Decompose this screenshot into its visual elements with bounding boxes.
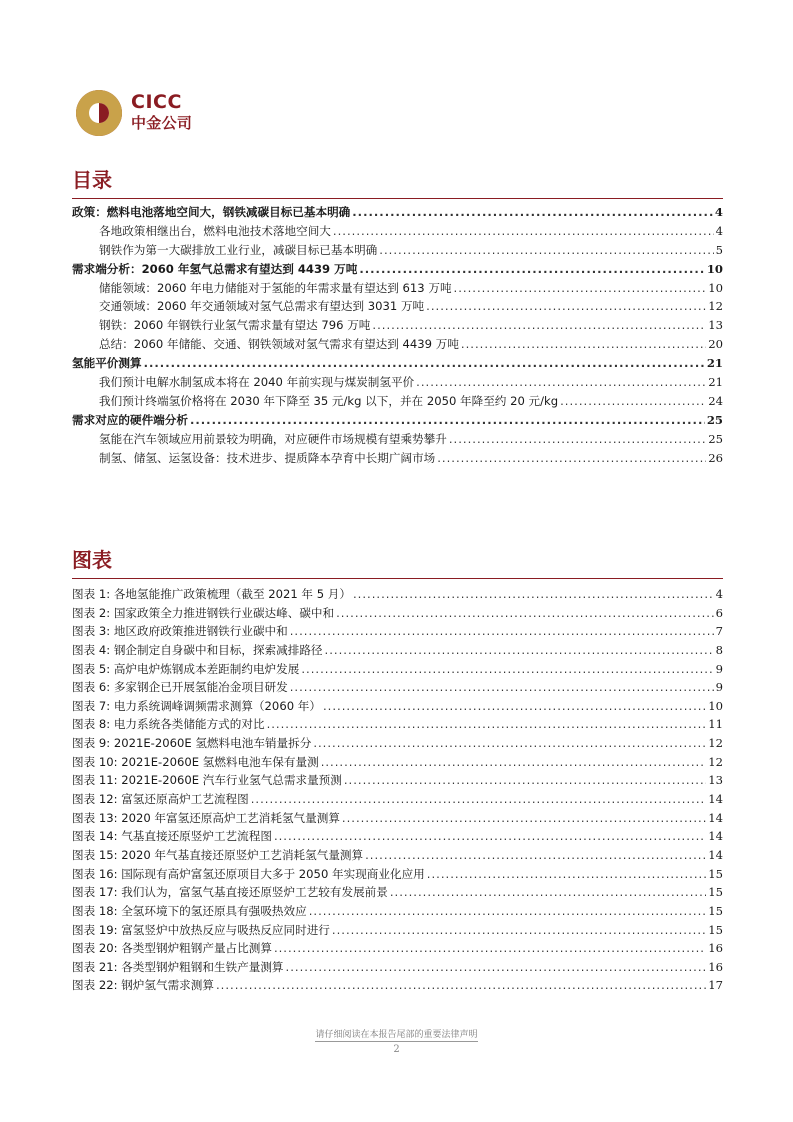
dot-leader — [449, 430, 706, 449]
dot-leader — [426, 297, 706, 316]
dot-leader — [416, 373, 706, 392]
figure-entry[interactable] — [72, 678, 723, 697]
entry-page-number[interactable]: 6 — [715, 605, 723, 620]
toc-entry[interactable] — [72, 297, 723, 316]
entry-label[interactable]: 制氢、储氢、运氢设备：技术进步、提质降本孕育中长期广阔市场 — [99, 450, 436, 465]
entry-label[interactable]: 交通领域：2060 年交通领域对氢气总需求有望达到 3031 万吨 — [99, 299, 425, 314]
dot-leader — [290, 622, 714, 641]
entry-page-number[interactable]: 16 — [708, 941, 723, 956]
dot-leader — [309, 902, 707, 921]
dot-leader — [342, 809, 706, 828]
dot-leader — [274, 939, 706, 958]
entry-page-number[interactable]: 12 — [708, 736, 723, 751]
entry-label[interactable]: 图表 11: 2021E-2060E 汽车行业氢气总需求量预测 — [72, 773, 342, 788]
figure-entry[interactable] — [72, 976, 723, 995]
entry-label[interactable]: 图表 21: 各类型钢炉粗钢和生铁产量测算 — [72, 959, 284, 974]
entry-page-number[interactable]: 14 — [708, 810, 723, 825]
dot-leader — [332, 921, 706, 940]
toc-entry[interactable] — [72, 449, 723, 468]
figure-entry[interactable] — [72, 809, 723, 828]
entry-label[interactable]: 图表 8: 电力系统各类储能方式的对比 — [72, 717, 265, 732]
dot-leader — [461, 335, 706, 354]
entry-page-number[interactable]: 16 — [708, 959, 723, 974]
entry-page-number[interactable]: 17 — [708, 978, 723, 993]
dot-leader — [325, 641, 714, 660]
entry-label[interactable]: 图表 15: 2020 年气基直接还原竖炉工艺消耗氢气量测算 — [72, 847, 364, 862]
entry-page-number[interactable]: 9 — [715, 661, 723, 676]
entry-page-number[interactable]: 4 — [715, 587, 723, 601]
toc-entry[interactable] — [72, 279, 723, 298]
cicc-logo — [74, 88, 224, 140]
entry-page-number[interactable]: 13 — [708, 773, 723, 788]
dot-leader — [190, 411, 705, 430]
toc-entry[interactable] — [72, 392, 723, 411]
entry-label[interactable]: 我们预计终端氢价格将在 2030 年下降至 35 元/kg 以下，并在 2050 年降至约 20 元/kg — [99, 393, 559, 408]
toc-entry[interactable] — [72, 260, 723, 279]
dot-leader — [454, 279, 707, 298]
entry-label[interactable]: 图表 20: 各类型钢炉粗钢产量占比测算 — [72, 941, 272, 956]
toc-entry[interactable] — [72, 373, 723, 392]
dot-leader — [321, 753, 707, 772]
figure-entry[interactable] — [72, 883, 723, 902]
entry-label[interactable]: 需求对应的硬件端分析 — [72, 412, 188, 427]
figure-entry[interactable] — [72, 715, 723, 734]
entry-page-number[interactable]: 21 — [708, 375, 723, 390]
dot-leader — [560, 392, 706, 411]
cicc-logo-mark — [74, 88, 124, 138]
page-number: 2 — [393, 1044, 400, 1055]
dot-leader — [437, 449, 706, 468]
entry-page-number[interactable]: 12 — [708, 754, 723, 769]
entry-label[interactable]: 图表 10: 2021E-2060E 氢燃料电池车保有量测 — [72, 754, 319, 769]
entry-page-number[interactable]: 4 — [714, 205, 723, 219]
entry-label[interactable]: 各地政策相继出台，燃料电池技术落地空间大 — [99, 223, 331, 238]
footer-disclaimer[interactable] — [0, 1027, 793, 1040]
dot-leader — [323, 697, 706, 716]
entry-label[interactable]: 图表 4: 钢企制定自身碳中和目标，探索减排路径 — [72, 642, 323, 657]
dot-leader — [274, 827, 706, 846]
entry-page-number[interactable]: 8 — [715, 642, 723, 657]
dot-leader — [372, 316, 706, 335]
entry-label[interactable]: 钢铁作为第一大碳排放工业行业，减碳目标已基本明确 — [99, 242, 378, 257]
figure-entry[interactable] — [72, 641, 723, 660]
dot-leader — [144, 354, 705, 373]
figure-entry[interactable] — [72, 865, 723, 884]
toc-entry[interactable] — [72, 203, 723, 222]
entry-page-number[interactable]: 15 — [708, 903, 723, 918]
figure-entry[interactable] — [72, 697, 723, 716]
entry-label[interactable]: 图表 13: 2020 年富氢还原高炉工艺消耗氢气量测算 — [72, 810, 340, 825]
dot-leader — [301, 660, 713, 679]
brand-name-en: CICC — [131, 91, 182, 113]
entry-page-number[interactable]: 24 — [708, 393, 723, 408]
dot-leader — [379, 241, 713, 260]
entry-label[interactable]: 钢铁：2060 年钢铁行业氢气需求量有望达 796 万吨 — [99, 318, 371, 333]
figure-entry[interactable] — [72, 604, 723, 623]
entry-page-number[interactable]: 14 — [708, 829, 723, 844]
entry-label[interactable]: 图表 7: 电力系统调峰调频需求测算（2060 年） — [72, 698, 321, 713]
entry-page-number[interactable]: 10 — [706, 261, 723, 276]
entry-page-number[interactable]: 4 — [715, 223, 723, 238]
dot-leader — [290, 678, 714, 697]
figures-list — [72, 585, 723, 995]
figure-entry[interactable] — [72, 939, 723, 958]
entry-page-number[interactable]: 15 — [708, 866, 723, 881]
toc-list — [72, 203, 723, 467]
entry-page-number[interactable]: 15 — [708, 922, 723, 937]
entry-label[interactable]: 图表 1: 各地氢能推广政策梳理（截至 2021 年 5 月） — [72, 587, 351, 601]
dot-leader — [286, 958, 707, 977]
dot-leader — [336, 604, 713, 623]
toc-entry[interactable] — [72, 222, 723, 241]
entry-label[interactable]: 图表 14: 气基直接还原竖炉工艺流程图 — [72, 829, 272, 844]
toc-entry[interactable] — [72, 241, 723, 260]
figure-entry[interactable] — [72, 585, 723, 604]
entry-page-number[interactable]: 21 — [706, 356, 723, 371]
entry-label[interactable]: 图表 12: 富氢还原高炉工艺流程图 — [72, 792, 249, 807]
dot-leader — [344, 771, 706, 790]
figure-entry[interactable] — [72, 753, 723, 772]
entry-page-number[interactable]: 5 — [715, 242, 723, 257]
dot-leader — [251, 790, 706, 809]
toc-entry[interactable] — [72, 316, 723, 335]
dot-leader — [427, 865, 706, 884]
entry-label[interactable]: 图表 16: 国际现有高炉富氢还原项目大多于 2050 年实现商业化应用 — [72, 866, 425, 881]
dot-leader — [216, 976, 706, 995]
entry-label[interactable]: 图表 17: 我们认为，富氢气基直接还原竖炉工艺较有发展前景 — [72, 885, 388, 900]
dot-leader — [353, 585, 714, 604]
entry-page-number[interactable]: 9 — [715, 680, 723, 695]
figure-entry[interactable] — [72, 846, 723, 865]
dot-leader — [390, 883, 706, 902]
entry-page-number[interactable]: 7 — [715, 624, 723, 639]
figure-entry[interactable] — [72, 622, 723, 641]
entry-label[interactable]: 需求端分析：2060 年氢气总需求有望达到 4439 万吨 — [72, 261, 358, 276]
entry-label[interactable]: 图表 6: 多家钢企已开展氢能冶金项目研发 — [72, 680, 288, 695]
brand-name-cn: 中金公司 — [131, 114, 193, 132]
entry-page-number[interactable]: 10 — [708, 280, 723, 295]
entry-page-number[interactable]: 20 — [708, 337, 723, 352]
figure-entry[interactable] — [72, 771, 723, 790]
entry-page-number[interactable]: 26 — [708, 450, 723, 465]
dot-leader — [313, 734, 706, 753]
figure-entry[interactable] — [72, 902, 723, 921]
footer-disclaimer-text[interactable]: 请仔细阅读在本报告尾部的重要法律声明 — [315, 1030, 478, 1040]
dot-leader — [333, 222, 714, 241]
toc-entry[interactable] — [72, 335, 723, 354]
dot-leader — [359, 260, 705, 279]
entry-label[interactable]: 氢能平价测算 — [72, 356, 142, 371]
dot-leader — [365, 846, 706, 865]
entry-page-number[interactable]: 10 — [708, 698, 723, 713]
entry-page-number[interactable]: 14 — [708, 792, 723, 807]
toc-title: 目录 — [72, 168, 112, 192]
toc-divider — [72, 198, 723, 199]
entry-page-number[interactable]: 25 — [706, 412, 723, 427]
entry-page-number[interactable]: 25 — [708, 431, 723, 446]
figure-entry[interactable] — [72, 921, 723, 940]
entry-label[interactable]: 图表 5: 高炉电炉炼钢成本差距制约电炉发展 — [72, 661, 300, 676]
entry-label[interactable]: 图表 18: 全氢环境下的氢还原具有强吸热效应 — [72, 903, 307, 918]
figure-entry[interactable] — [72, 827, 723, 846]
entry-label[interactable]: 政策：燃料电池落地空间大，钢铁减碳目标已基本明确 — [72, 205, 351, 219]
entry-label[interactable]: 图表 9: 2021E-2060E 氢燃料电池车销量拆分 — [72, 736, 312, 751]
entry-page-number[interactable]: 15 — [708, 885, 723, 900]
toc-entry[interactable] — [72, 354, 723, 373]
figures-divider — [72, 578, 723, 579]
entry-page-number[interactable]: 12 — [708, 299, 723, 314]
figure-entry[interactable] — [72, 958, 723, 977]
entry-label[interactable]: 图表 22: 钢炉氢气需求测算 — [72, 978, 214, 993]
entry-page-number[interactable]: 11 — [708, 717, 723, 732]
figures-title: 图表 — [72, 548, 112, 572]
entry-label[interactable]: 我们预计电解水制氢成本将在 2040 年前实现与煤炭制氢平价 — [99, 375, 415, 390]
figure-entry[interactable] — [72, 660, 723, 679]
entry-label[interactable]: 图表 2: 国家政策全力推进钢铁行业碳达峰、碳中和 — [72, 605, 335, 620]
toc-entry[interactable] — [72, 430, 723, 449]
entry-label[interactable]: 图表 3: 地区政府政策推进钢铁行业碳中和 — [72, 624, 288, 639]
entry-page-number[interactable]: 13 — [708, 318, 723, 333]
entry-page-number[interactable]: 14 — [708, 847, 723, 862]
entry-label[interactable]: 储能领域：2060 年电力储能对于氢能的年需求量有望达到 613 万吨 — [99, 280, 452, 295]
entry-label[interactable]: 总结：2060 年储能、交通、钢铁领域对氢气需求有望达到 4439 万吨 — [99, 337, 459, 352]
figure-entry[interactable] — [72, 734, 723, 753]
entry-label[interactable]: 图表 19: 富氢竖炉中放热反应与吸热反应同时进行 — [72, 922, 330, 937]
dot-leader — [267, 715, 707, 734]
entry-label[interactable]: 氢能在汽车领域应用前景较为明确，对应硬件市场规模有望乘势攀升 — [99, 431, 447, 446]
toc-entry[interactable] — [72, 411, 723, 430]
dot-leader — [352, 203, 713, 222]
figure-entry[interactable] — [72, 790, 723, 809]
